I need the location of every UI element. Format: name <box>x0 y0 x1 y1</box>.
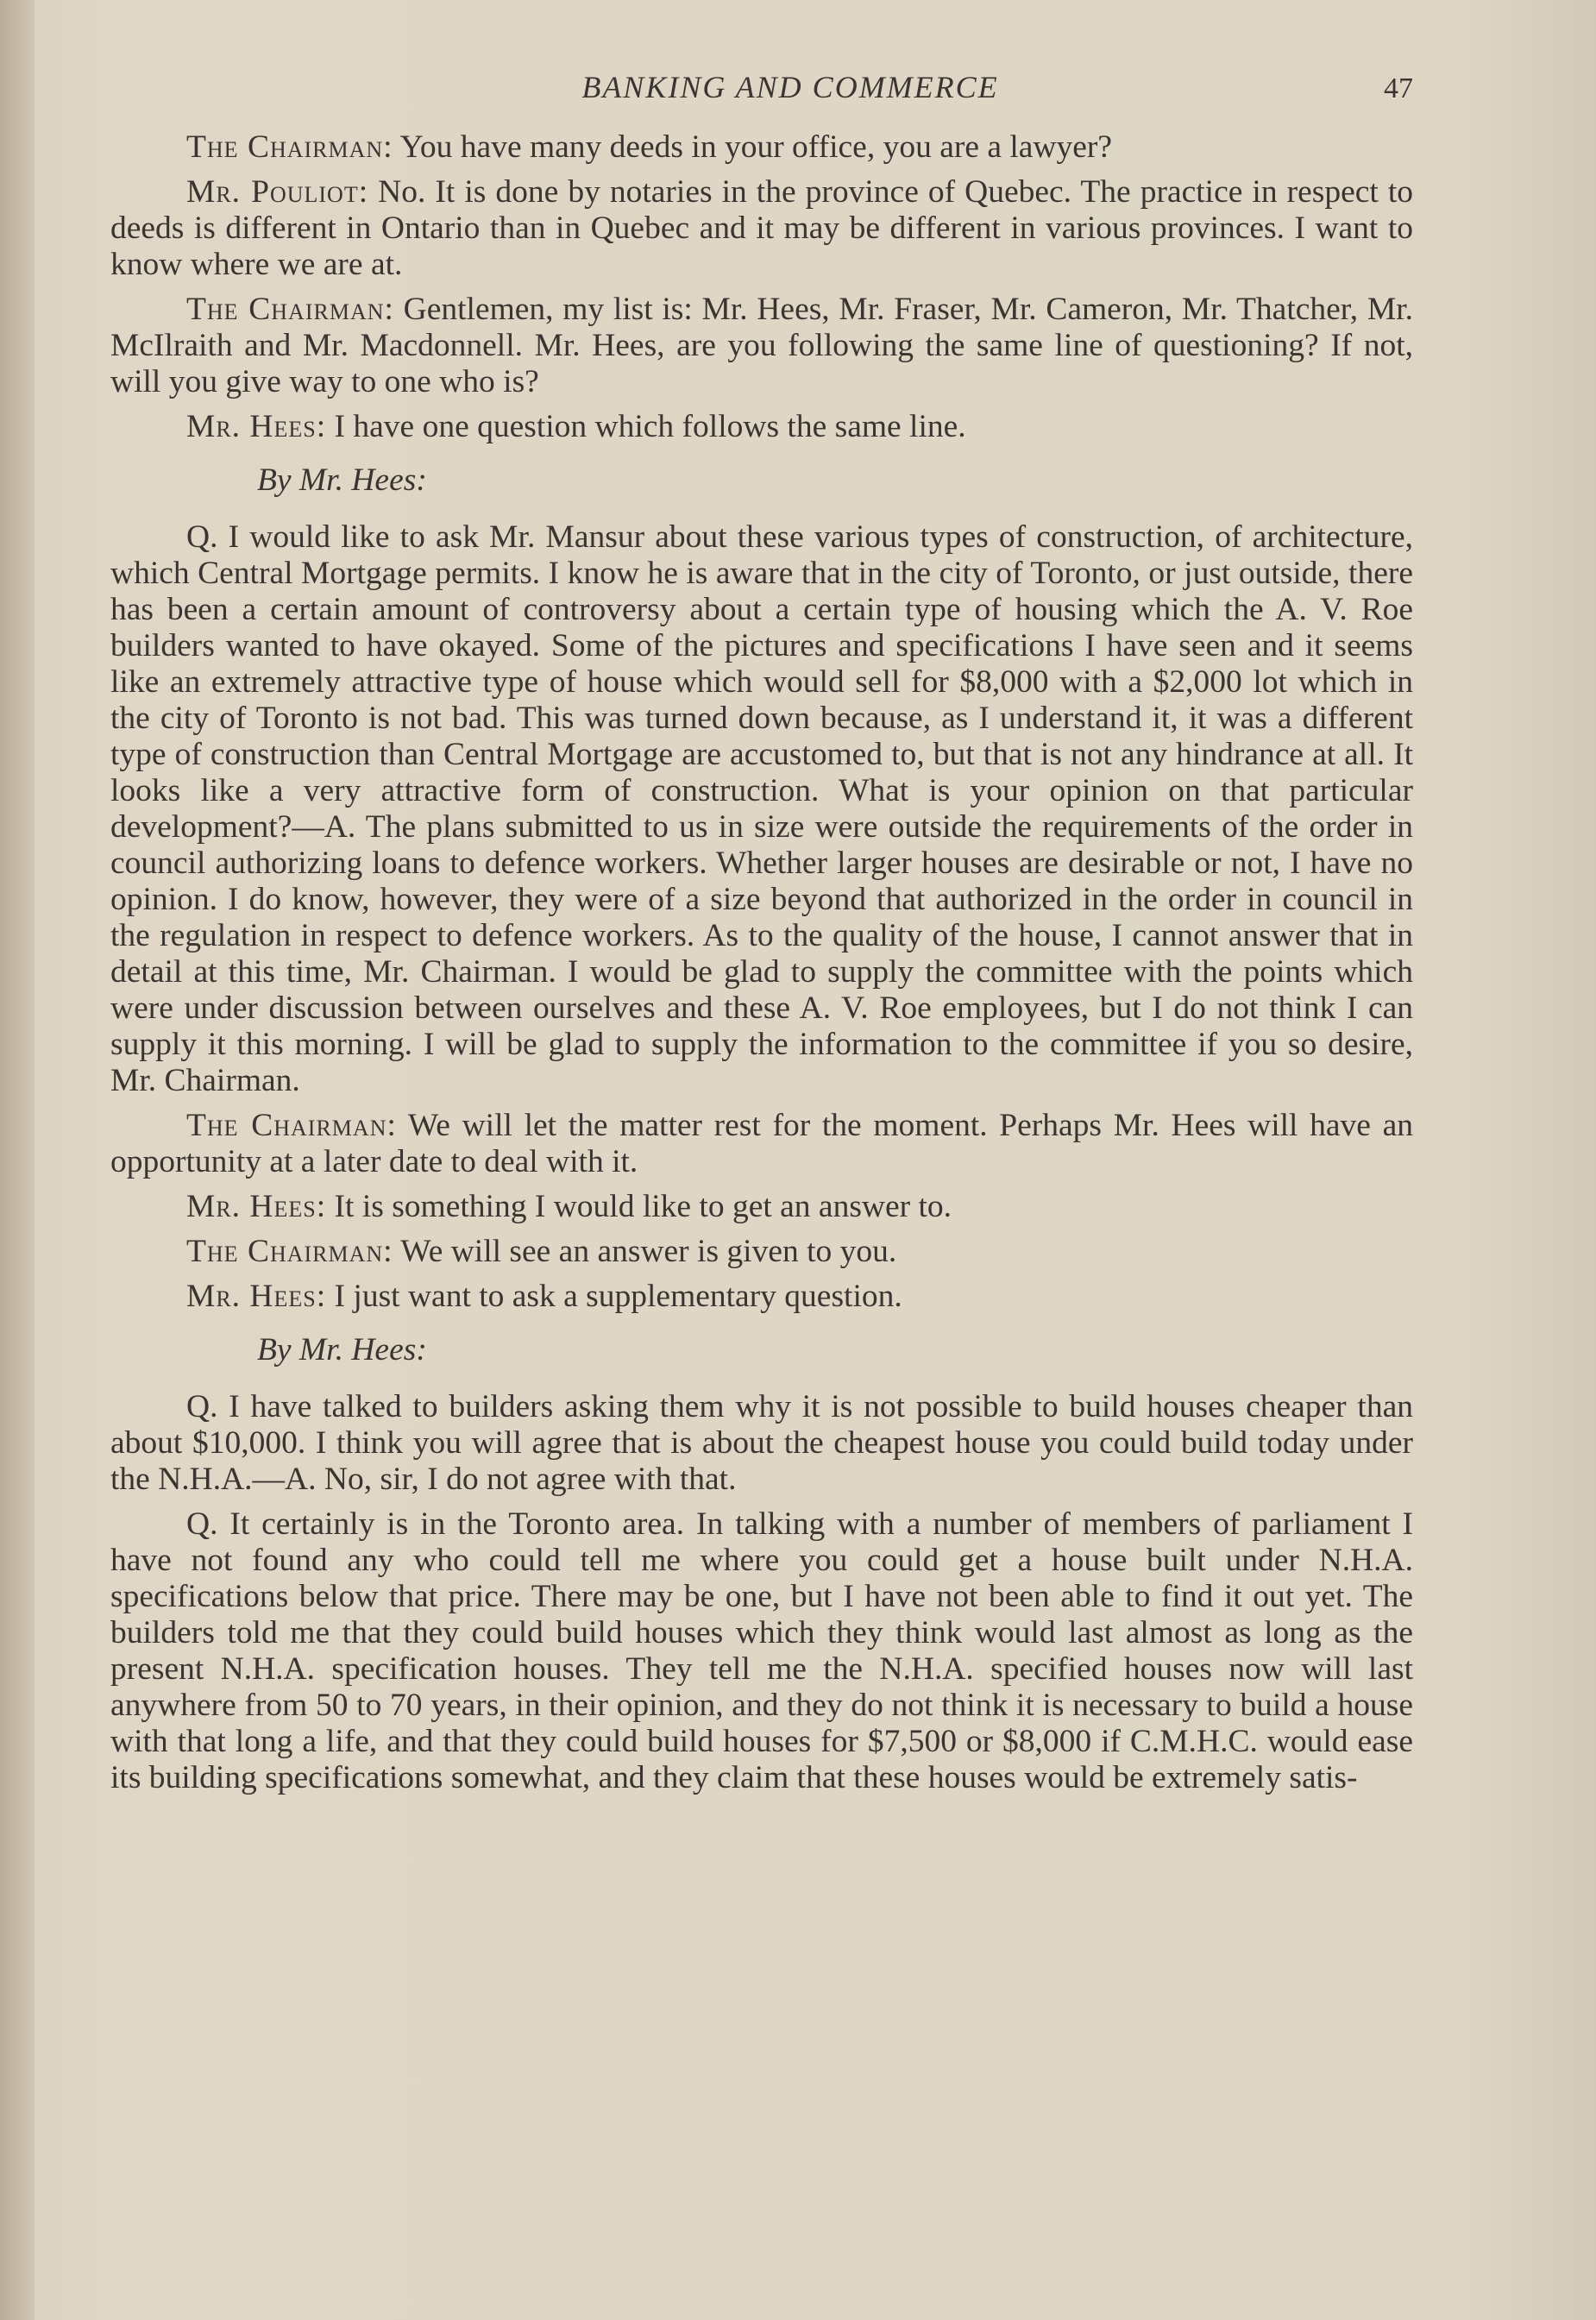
paragraph-text: It is something I would like to get an answer to. <box>326 1189 952 1224</box>
paragraph <box>110 129 1413 166</box>
book-spine-shadow <box>0 0 35 2320</box>
paragraph-text: You have many deeds in your office, you are a lawyer? <box>393 129 1113 165</box>
paragraph <box>110 1506 1413 1796</box>
running-head <box>110 69 1413 107</box>
byline: By Mr. Hees: <box>257 462 427 498</box>
paragraph-text: I just want to ask a supplementary question. <box>326 1279 902 1314</box>
paragraph <box>110 1279 1413 1315</box>
byline: By Mr. Hees: <box>257 1332 427 1367</box>
paragraph <box>110 519 1413 1099</box>
paragraph <box>110 292 1413 400</box>
page-content <box>110 69 1413 1805</box>
running-title: BANKING AND COMMERCE <box>581 70 999 104</box>
speaker-label: The Chairman: <box>186 129 393 165</box>
paragraph-text: No. It is done by notaries in the province of Quebec. The practice in respect to deeds is different in Ontario than in Quebec and it may be different in various provinces. I want to know where we are at. <box>110 174 1413 282</box>
speaker-label: The Chairman: <box>186 1234 393 1269</box>
paragraph-text: We will see an answer is given to you. <box>393 1234 897 1269</box>
speaker-label: Mr. Hees: <box>186 409 327 444</box>
paragraph <box>110 409 1413 445</box>
paragraph-text: Q. I have talked to builders asking them why it is not possible to build houses cheaper than about $10,000. I think you will agree that is about the cheapest house you could build today under the N.H.A.—A. No, sir, I do not agree with that. <box>110 1389 1413 1497</box>
speaker-label: Mr. Pouliot: <box>186 174 369 210</box>
page-number: 47 <box>1384 72 1413 104</box>
speaker-label: Mr. Hees: <box>186 1279 327 1314</box>
speaker-label: Mr. Hees: <box>186 1189 327 1224</box>
paragraph <box>110 174 1413 283</box>
speaker-label: The Chairman: <box>186 1108 397 1143</box>
paragraph-text: Q. It certainly is in the Toronto area. In talking with a number of members of parliament I have not found any who could tell me where you could get a house built under N.H.A. specifications below that price. There may be one, but I have not been able to find it out yet. The builders told me that they could build houses which they think would last almost as long as the present N.H.A. specification houses. They tell me the N.H.A. specified houses now will last anywhere from 50 to 70 years, in their opinion, and they do not think it is necessary to build a house with that long a life, and that they could build houses for $7,500 or $8,000 if C.M.H.C. would ease its building specifications somewhat, and they claim that these houses would be extremely satis- <box>110 1506 1413 1795</box>
paragraph-text: We will let the matter rest for the moment. Perhaps Mr. Hees will have an opportunity at a later date to deal with it. <box>110 1108 1413 1179</box>
paragraph <box>110 1108 1413 1180</box>
paragraph <box>110 1189 1413 1225</box>
paragraph <box>110 1234 1413 1270</box>
paragraph-text: Q. I would like to ask Mr. Mansur about these various types of construction, of architecture, which Central Mortgage permits. I know he is aware that in the city of Toronto, or just outside, there has been a certain amount of controversy about a certain type of housing which the A. V. Roe builders wanted to have okayed. Some of the pictures and specifications I have seen and it seems like an extremely attractive type of house which would sell for $8,000 with a $2,000 lot which in the city of Toronto is not bad. This was turned down because, as I understand it, it was a different type of construction than Central Mortgage are accustomed to, but that is not any hindrance at all. It looks like a very attractive form of construction. What is your opinion on that particular development?—A. The plans submitted to us in size were outside the requirements of the order in council authorizing loans to defence workers. Whether larger houses are desirable or not, I have no opinion. I do know, however, they were of a size beyond that authorized in the order in council in the regulation in respect to defence workers. As to the quality of the house, I cannot answer that in detail at this time, Mr. Chairman. I would be glad to supply the committee with the points which were under discussion between ourselves and these A. V. Roe employees, but I do not think I can supply it this morning. I will be glad to supply the information to the committee if you so desire, Mr. Chairman. <box>110 519 1413 1098</box>
paragraph-text: I have one question which follows the same line. <box>326 409 966 444</box>
speaker-label: The Chairman: <box>186 292 394 327</box>
paragraph <box>110 1389 1413 1498</box>
paragraph-text: Gentlemen, my list is: Mr. Hees, Mr. Fraser, Mr. Cameron, Mr. Thatcher, Mr. McIlraith and Mr. Macdonnell. Mr. Hees, are you following the same line of questioning? If not, will you give way to one who is? <box>110 292 1413 399</box>
